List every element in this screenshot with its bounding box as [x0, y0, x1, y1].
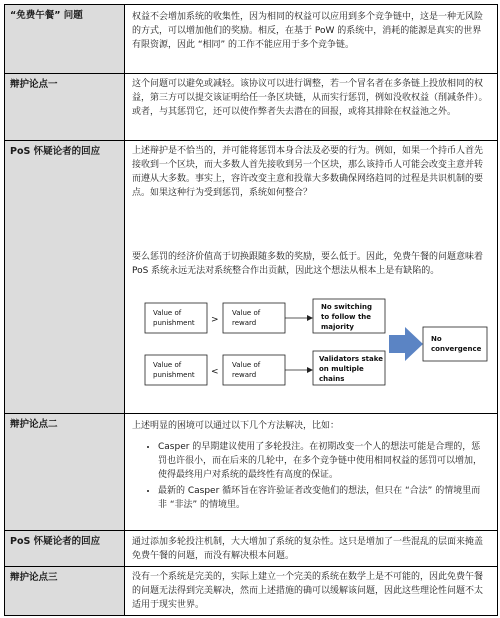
row-label: 辩护论点三: [10, 572, 58, 583]
label-cell: [5, 531, 125, 566]
box-no-convergence-label: No convergence: [431, 335, 482, 353]
row-defense-3: [5, 566, 497, 615]
box-reward-bottom-label: Value of reward: [232, 361, 261, 379]
greater-than-sign: >: [211, 315, 219, 325]
less-than-sign: <: [211, 367, 219, 377]
row-paragraph-1: 上述辩护是不恰当的，并可能将惩罚本身合法及必要的行为。例如，如果一个持币人首先接收到一个区块，而大多数人首先接收到另一个区块，那么该持币人可能会改变主意并转而遵从大多数。事实上，容许改变主意和投靠大多数确保网络趋同的过程是共识机制的要点。如果这种行为受到惩罚，系统如何整合？: [132, 146, 484, 198]
row-skeptic-response-1: [5, 140, 497, 413]
box-multiple-chains-label: Validators stake on multiple chains: [319, 355, 383, 383]
convergence-diagram: [125, 291, 496, 413]
label-cell: [5, 141, 125, 413]
row-label: 辩护论点二: [10, 419, 58, 430]
row-defense-1: [5, 73, 497, 140]
label-cell: [5, 567, 125, 615]
row-intro: 上述明显的困境可以通过以下几个方法解决，比如：: [132, 421, 340, 431]
box-punishment-top-label: Value of punishment: [153, 309, 195, 327]
box-punishment-bottom: [145, 355, 207, 385]
row-label: PoS 怀疑论者的回应: [10, 536, 101, 547]
label-cell: [5, 414, 125, 530]
bullet-list: [132, 440, 488, 514]
box-reward-bottom: [223, 355, 285, 385]
box-punishment-bottom-label: Value of punishment: [153, 361, 195, 379]
label-cell: [5, 5, 125, 73]
list-item: • 最新的 Casper 循环旨在容许验证者改变他们的想法，但只在 “合法” 的情境里而非 “非法” 的情境里。: [158, 484, 488, 512]
content-cell: [125, 567, 497, 615]
content-cell: [125, 414, 497, 530]
row-free-lunch-problem: [5, 5, 497, 73]
content-cell: [125, 5, 497, 73]
box-punishment-top: [145, 303, 207, 333]
row-text: 这个问题可以避免或减轻。该协议可以进行调整，若一个冒名者在多条链上投放相同的权益，第三方可以提交该证明给任一条区块链，从而实行惩罚，例如没收权益（削减条件）。或者，与其惩罚它，还可以使作弊者失去潜在的回报，或将其排除在权益池之外。: [132, 79, 488, 117]
big-blue-arrow: [389, 327, 423, 361]
box-no-convergence: [423, 327, 487, 361]
row-label: “免费午餐” 问题: [10, 10, 83, 21]
row-paragraph-2: 要么惩罚的经济价值高于切换跟随多数的奖励，要么低于。因此，免费午餐的问题意味着 PoS 系统永远无法对系统整合作出贡献，因此这个想法从根本上是有缺陷的。: [132, 252, 484, 276]
row-skeptic-response-2: [5, 530, 497, 566]
row-text: 没有一个系统是完美的，实际上建立一个完美的系统在数学上是不可能的，因此免费午餐的问题无法得到完美解决，然而上述措施的确可以缓解该问题，因此这些理论性问题不太适用于现实世界。: [132, 572, 484, 610]
row-label: 辩护论点一: [10, 79, 58, 90]
box-reward-top-label: Value of reward: [232, 309, 261, 327]
box-reward-top: [223, 303, 285, 333]
row-label: PoS 怀疑论者的回应: [10, 146, 101, 157]
row-text: 通过添加多轮投注机制，大大增加了系统的复杂性。这只是增加了一些混乱的层面来掩盖免费午餐的问题，而没有解决根本问题。: [132, 537, 484, 561]
argument-table: [4, 4, 498, 616]
arrow-head: [307, 367, 313, 373]
content-cell: [125, 531, 497, 566]
box-no-switching-label: No switching to follow the majority: [321, 303, 373, 331]
content-cell: [125, 74, 497, 140]
list-item: • Casper 的早期建议使用了多轮投注。在初期改变一个人的想法可能是合理的，惩罚也许很小，而在后来的几轮中，在多个竞争链中使用相同权益的惩罚可以增加，使得最终用户对系统的最终性有高度的保证。: [158, 440, 488, 482]
content-cell: [125, 141, 497, 413]
row-text: 权益不会增加系统的收集性，因为相同的权益可以应用到多个竞争链中，这是一种无风险的方式，可以增加他们的奖励。相反，在基于 PoW 的系统中，消耗的能源是真实的世界有限资源，因此 “相同” 的工作不能应用于多个竞争链。: [132, 12, 484, 50]
label-cell: [5, 74, 125, 140]
arrow-head: [307, 315, 313, 321]
row-defense-2: [5, 413, 497, 530]
